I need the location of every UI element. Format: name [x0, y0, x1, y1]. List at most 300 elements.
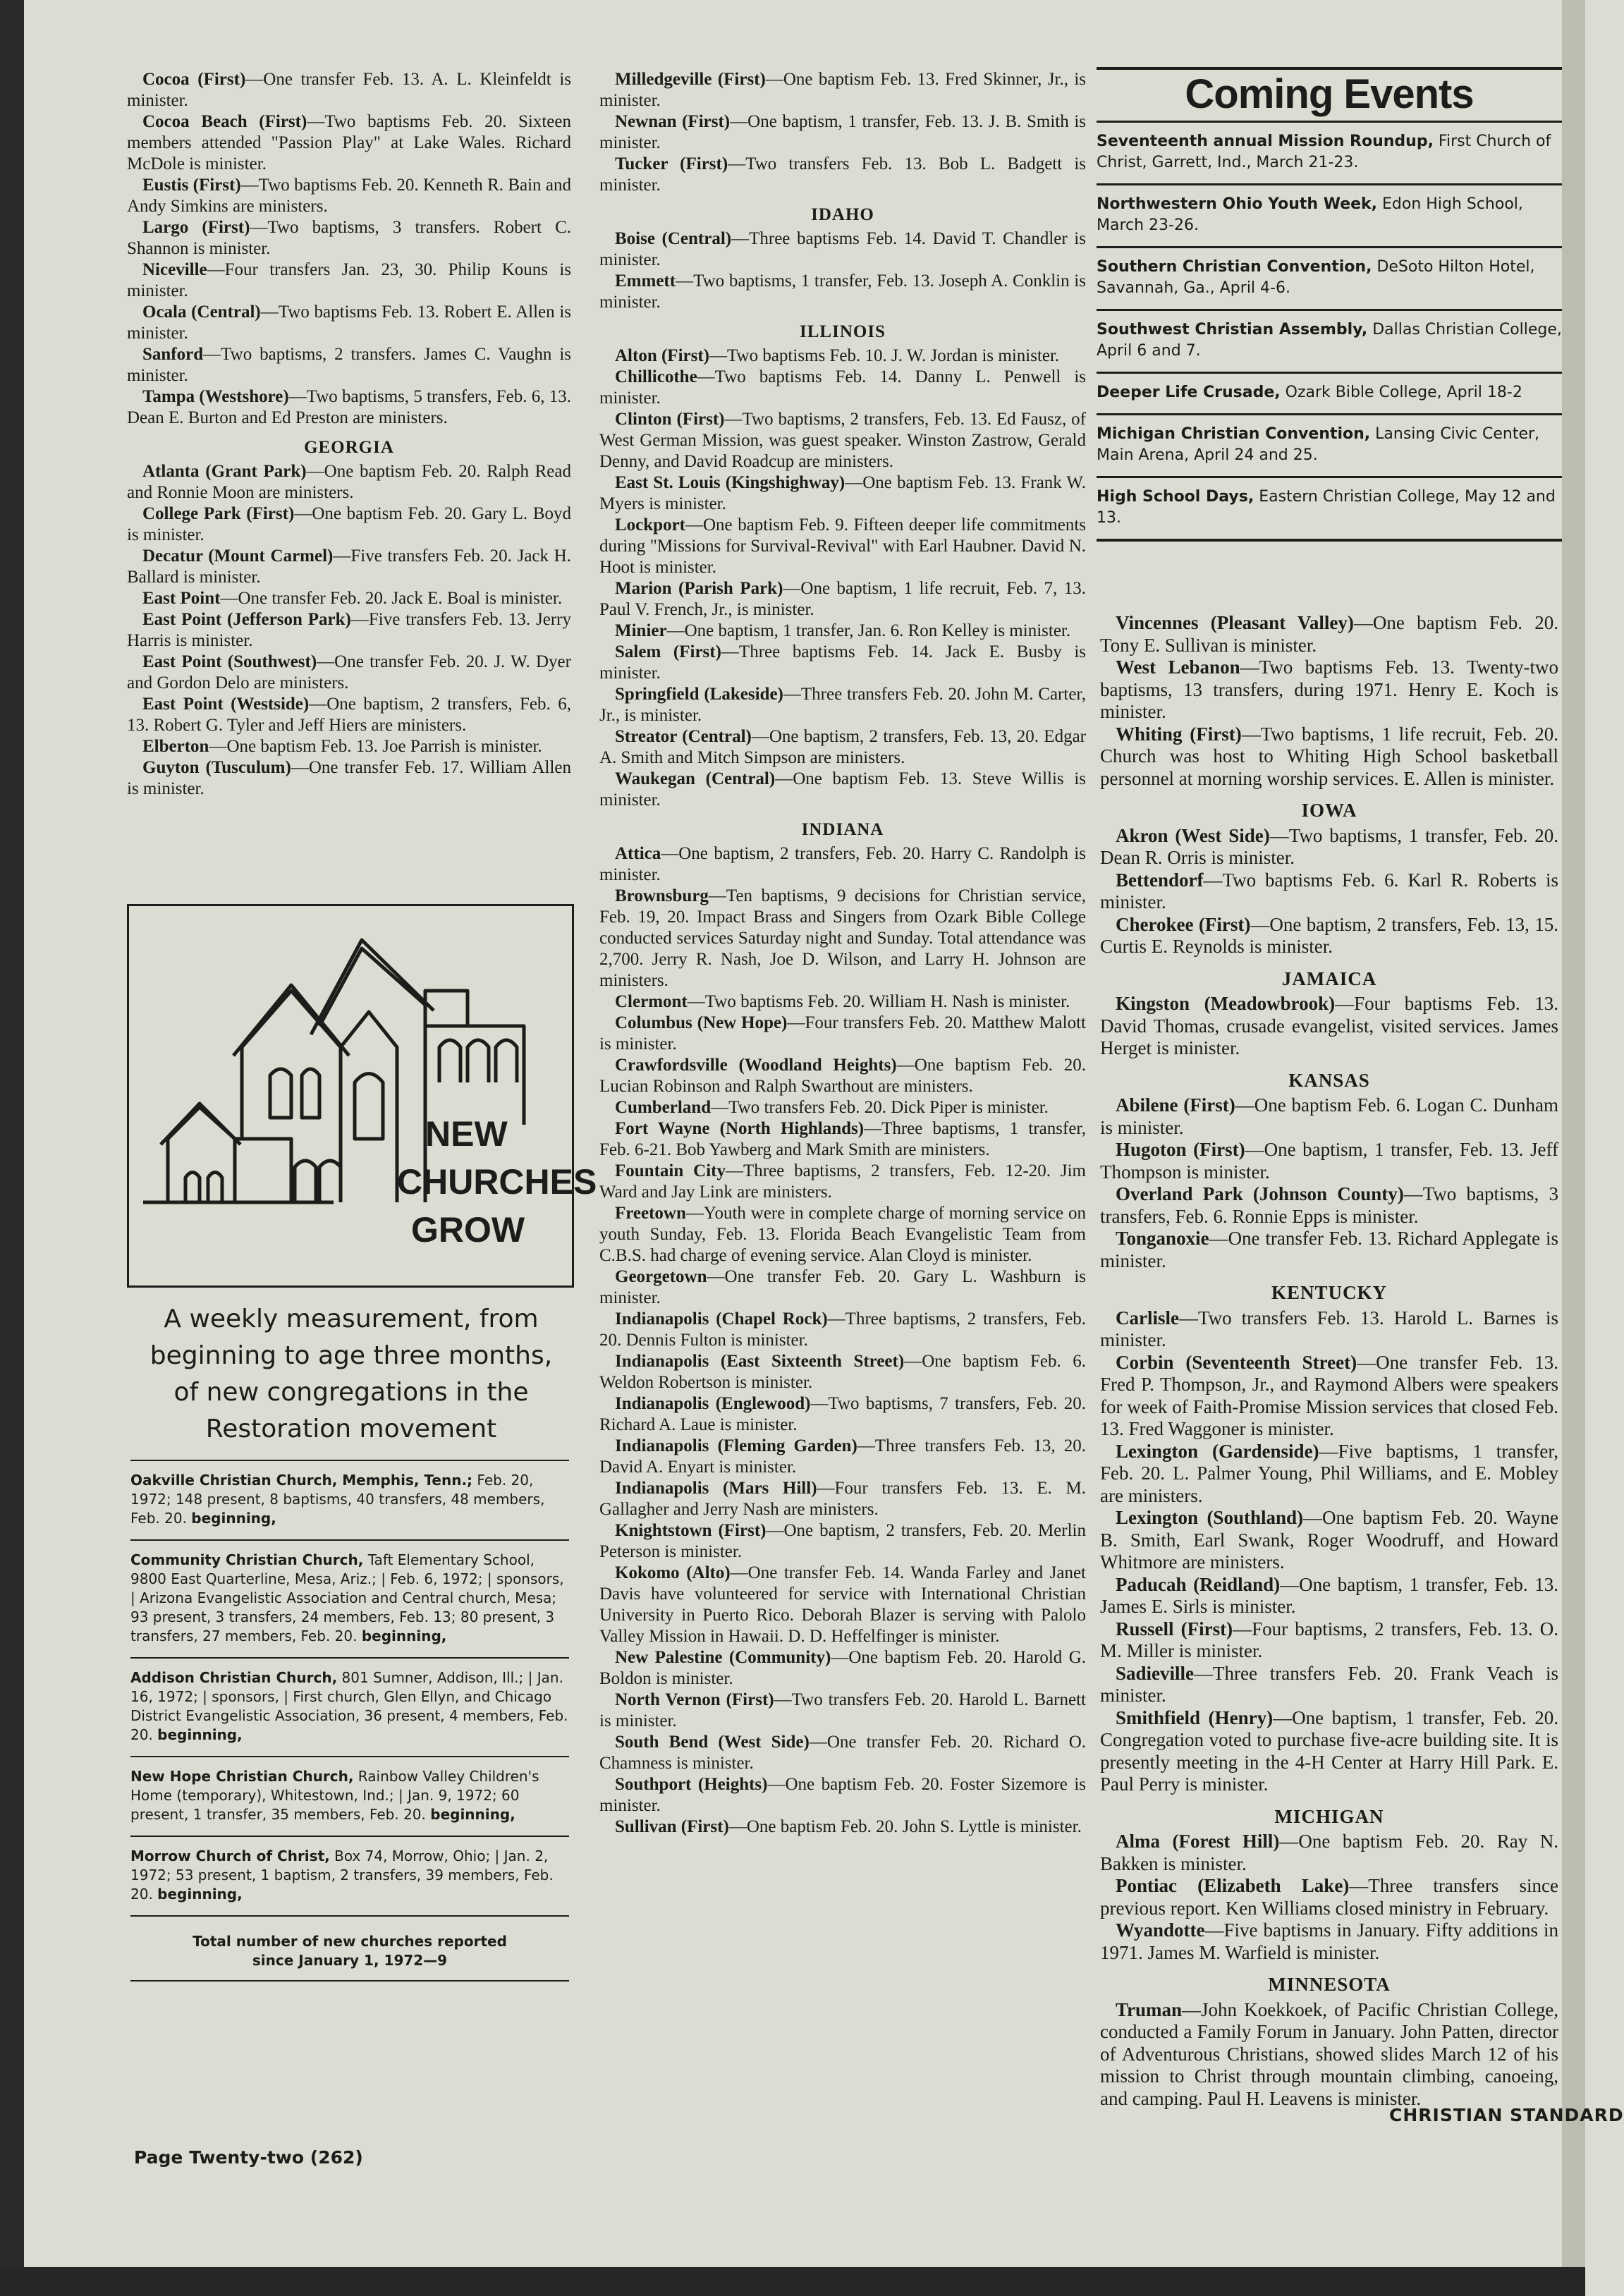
- church-name: Carlisle: [1116, 1307, 1179, 1329]
- church-report-entry: [127, 259, 571, 302]
- church-name: Atlanta (Grant Park): [142, 462, 307, 481]
- church-name: Tampa (Westshore): [142, 387, 289, 406]
- church-report-entry: [1100, 1228, 1558, 1272]
- church-report-entry: [1100, 825, 1558, 869]
- church-name: Freetown: [615, 1204, 686, 1223]
- church-report-entry: [599, 228, 1086, 271]
- church-name: Tucker (First): [615, 154, 728, 173]
- church-name: Guyton (Tusculum): [142, 758, 291, 777]
- church-report-text: —One transfer Feb. 13. Richard Applegate is minister.: [1100, 1228, 1558, 1271]
- church-name: Crawfordsville (Woodland Heights): [615, 1056, 897, 1075]
- church-report-text: —Three baptisms, 2 transfers, Feb. 20. Dennis Fulton is minister.: [599, 1309, 1086, 1350]
- church-report-text: —One baptism Feb. 20. Lucian Robinson and Ralph Swarthout are ministers.: [599, 1056, 1086, 1096]
- event-details: Eastern Christian College, May 12 and 13.: [1097, 488, 1556, 527]
- church-report-entry: [599, 1647, 1086, 1690]
- coming-event-item: [1097, 372, 1562, 413]
- tagline-line: of new congregations in the: [173, 1378, 529, 1407]
- new-church-beginning-label: beginning,: [157, 1886, 243, 1903]
- state-heading: ILLINOIS: [800, 322, 886, 341]
- church-report-text: —One baptism, 1 transfer, Feb. 13. Jeff Thompson is minister.: [1100, 1139, 1559, 1183]
- event-name: Southern Christian Convention,: [1097, 258, 1372, 276]
- church-report-text: —One baptism Feb. 20. Harold G. Boldon is minister.: [599, 1648, 1086, 1688]
- event-details: First Church of Christ, Garrett, Ind., March 21-23.: [1097, 133, 1551, 171]
- church-name: Cherokee (First): [1116, 913, 1251, 935]
- church-report-text: —Three transfers Feb. 20. John M. Carter, Jr., is minister.: [599, 685, 1086, 725]
- church-report-entry: [599, 367, 1086, 409]
- church-report-text: —John Koekkoek, of Pacific Christian College, conducted a Family Forum in January. John Patten, director of Adventurous Christians, showed slides March 12 of his mission to Christ through mountain climbing, canoeing, and camping. Paul H. Leavens is minister.: [1100, 1998, 1558, 2109]
- church-report-entry: [1100, 1183, 1558, 1228]
- church-report-text: —Two transfers Feb. 13. Bob L. Badgett is minister.: [599, 154, 1087, 195]
- church-report-text: —Five baptisms, 1 transfer, Feb. 20. L. Palmer Young, Phil Williams, and E. Mobley are ministers.: [1100, 1440, 1559, 1506]
- church-name: Springfield (Lakeside): [615, 685, 783, 704]
- church-report-text: —Five baptisms in January. Fifty additions in 1971. James M. Warfield is minister.: [1100, 1919, 1558, 1963]
- church-report-text: —Two baptisms, 7 transfers, Feb. 20. Richard A. Laue is minister.: [599, 1394, 1087, 1434]
- church-report-entry: [599, 1309, 1086, 1351]
- church-report-entry: [599, 886, 1086, 991]
- church-name: Tonganoxie: [1116, 1228, 1209, 1249]
- church-name: Newnan (First): [615, 112, 731, 131]
- church-name: Corbin (Seventeenth Street): [1116, 1351, 1357, 1373]
- page-left-edge: [0, 0, 24, 2296]
- church-name: Akron (West Side): [1116, 824, 1270, 846]
- church-report-text: —Four baptisms, 2 transfers, Feb. 13. O. M. Miller is minister.: [1100, 1618, 1558, 1661]
- publication-name: CHRISTIAN STANDARD: [1389, 2105, 1624, 2125]
- church-name: Minier: [615, 621, 667, 640]
- church-name: Lexington (Gardenside): [1116, 1440, 1319, 1462]
- church-name: Whiting (First): [1116, 723, 1242, 745]
- church-report-entry: [599, 1097, 1086, 1118]
- event-name: High School Days,: [1097, 488, 1254, 506]
- new-church-details: Taft Elementary School, 9800 East Quarterline, Mesa, Ariz.; | Feb. 6, 1972; | sponsors, | Arizona Evangelistic Association and Central church, Mesa; 93 present, 3 transfers, 24 members, Feb. 13; 80 present, 3 transfers, 27 members, Feb. 20.: [130, 1551, 564, 1644]
- church-report-text: —One baptism, 2 transfers, Feb. 13, 15. Curtis E. Reynolds is minister.: [1100, 913, 1559, 957]
- church-report-entry: [599, 515, 1086, 578]
- church-report-entry: [599, 1563, 1086, 1647]
- church-name: West Lebanon: [1116, 657, 1240, 678]
- church-name: Salem (First): [615, 642, 721, 661]
- church-name: Cocoa (First): [142, 70, 246, 89]
- church-name: Clermont: [615, 992, 688, 1011]
- church-report-text: —One baptism Feb. 13. Fred Skinner, Jr., is minister.: [599, 70, 1086, 110]
- church-report-text: —One baptism Feb. 20. Tony E. Sullivan is minister.: [1100, 612, 1558, 656]
- church-report-entry: [599, 346, 1086, 367]
- church-report-text: —One baptism, 2 transfers, Feb. 6, 13. Robert G. Tyler and Jeff Hiers are ministers.: [127, 695, 571, 735]
- church-report-entry: [127, 609, 571, 652]
- new-church-entry: [130, 1539, 569, 1657]
- news-column-2: [599, 69, 1086, 1838]
- church-report-text: —Three baptisms, 1 transfer, Feb. 6-21. Bob Yawberg and Mark Smith are ministers.: [599, 1119, 1086, 1159]
- new-church-name: Oakville Christian Church, Memphis, Tenn.;: [130, 1472, 473, 1489]
- new-church-name: Community Christian Church,: [130, 1551, 364, 1568]
- church-report-text: —Two baptisms Feb. 14. Danny L. Penwell is minister.: [599, 367, 1086, 408]
- church-name: Indianapolis (Englewood): [615, 1394, 811, 1413]
- church-report-entry: [127, 302, 571, 344]
- church-name: Pontiac (Elizabeth Lake): [1116, 1875, 1350, 1896]
- event-name: Seventeenth annual Mission Roundup,: [1097, 133, 1434, 150]
- church-report-text: —Three baptisms Feb. 14. Jack E. Busby is minister.: [599, 642, 1086, 683]
- promo-heading-2: CHURCHES: [397, 1162, 597, 1202]
- church-report-entry: [599, 991, 1086, 1013]
- church-report-entry: [599, 1203, 1086, 1266]
- church-report-entry: [599, 1690, 1086, 1732]
- church-report-entry: [599, 409, 1086, 472]
- church-report-text: —One baptism, 1 transfer, Feb. 13. James E. Sirls is minister.: [1100, 1573, 1558, 1617]
- event-details: Ozark Bible College, April 18-2: [1285, 384, 1522, 401]
- church-report-entry: [127, 69, 571, 111]
- church-report-text: —Three transfers Feb. 13, 20. David A. Enyart is minister.: [599, 1436, 1086, 1477]
- new-church-name: New Hope Christian Church,: [130, 1768, 354, 1785]
- church-report-text: —Two baptisms, 3 transfers. Robert C. Shannon is minister.: [127, 218, 571, 258]
- church-report-text: —One baptism, 1 transfer, Jan. 6. Ron Kelley is minister.: [666, 621, 1071, 640]
- church-name: Emmett: [615, 271, 676, 291]
- church-name: East Point: [142, 589, 221, 608]
- church-name: East Point (Westside): [142, 695, 310, 714]
- coming-event-item: [1097, 309, 1562, 372]
- church-report-entry: [127, 546, 571, 588]
- church-name: Sadieville: [1116, 1662, 1195, 1684]
- church-report-entry: [599, 769, 1086, 811]
- event-details: Dallas Christian College, April 6 and 7.: [1097, 321, 1562, 360]
- state-heading: IDAHO: [811, 205, 874, 224]
- church-name: Indianapolis (Mars Hill): [615, 1479, 817, 1498]
- church-name: Fountain City: [615, 1161, 726, 1180]
- church-report-entry: [1100, 993, 1558, 1060]
- new-church-entry: [130, 1756, 569, 1836]
- church-report-text: —Two transfers Feb. 20. Harold L. Barnett is minister.: [599, 1690, 1086, 1730]
- church-report-entry: [1100, 1618, 1558, 1663]
- church-report-text: —Three baptisms Feb. 14. David T. Chandler is minister.: [599, 229, 1086, 269]
- church-name: Southport (Heights): [615, 1775, 768, 1794]
- church-report-text: —One baptism Feb. 20. Ray N. Bakken is minister.: [1100, 1831, 1558, 1874]
- church-report-entry: [127, 503, 571, 546]
- church-name: Alton (First): [615, 346, 709, 365]
- church-report-entry: [127, 344, 571, 386]
- church-name: Niceville: [142, 260, 207, 279]
- church-report-text: —One baptism Feb. 20. Gary L. Boyd is minister.: [127, 504, 571, 544]
- coming-events-list: [1097, 121, 1562, 539]
- church-report-text: —One baptism, 1 transfer, Feb. 13. J. B. Smith is minister.: [599, 112, 1087, 152]
- church-report-entry: [127, 588, 571, 609]
- church-name: Indianapolis (Fleming Garden): [615, 1436, 857, 1455]
- church-report-text: —Two transfers Feb. 20. Dick Piper is minister.: [711, 1098, 1049, 1117]
- church-report-entry: [599, 684, 1086, 726]
- church-name: Smithfield (Henry): [1116, 1706, 1274, 1728]
- church-report-text: —Two baptisms Feb. 6. Karl R. Roberts is minister.: [1100, 869, 1558, 912]
- church-report-entry: [1100, 1574, 1558, 1618]
- church-name: Kokomo (Alto): [615, 1563, 731, 1582]
- church-name: Bettendorf: [1116, 869, 1204, 891]
- event-details: Lansing Civic Center, Main Arena, April 24 and 25.: [1097, 425, 1540, 464]
- page-right-edge: [1562, 0, 1585, 2296]
- church-name: Knightstown (First): [615, 1521, 767, 1540]
- new-church-name: Morrow Church of Christ,: [130, 1848, 330, 1864]
- tagline-line: beginning to age three months,: [149, 1341, 553, 1370]
- new-church-name: Addison Christian Church,: [130, 1669, 338, 1686]
- church-report-entry: [599, 726, 1086, 769]
- church-report-text: —Four transfers Jan. 23, 30. Philip Kouns is minister.: [127, 260, 571, 300]
- church-name: Abilene (First): [1116, 1094, 1235, 1116]
- state-heading: INDIANA: [801, 820, 884, 839]
- church-name: Ocala (Central): [142, 303, 261, 322]
- church-name: Sullivan (First): [615, 1817, 729, 1836]
- church-name: Milledgeville (First): [615, 70, 766, 89]
- church-report-text: —One baptism, 2 transfers, Feb. 20. Harry C. Randolph is minister.: [599, 844, 1086, 884]
- tagline-line: Restoration movement: [205, 1415, 497, 1443]
- church-name: Cumberland: [615, 1098, 712, 1117]
- church-report-text: —Two baptisms, 1 life recruit, Feb. 20. Church was host to Whiting High School basketball personnel at morning worship services. E. Allen is minister.: [1100, 723, 1558, 789]
- church-report-text: —One baptism Feb. 9. Fifteen deeper life commitments during "Missions for Survival-Revival" with Earl Haubner. David N. Hoot is minister.: [599, 515, 1086, 577]
- news-column-1: [127, 69, 571, 800]
- church-report-text: —One baptism Feb. 20. Foster Sizemore is minister.: [599, 1775, 1086, 1815]
- church-report-text: —Two transfers Feb. 13. Harold L. Barnes is minister.: [1100, 1307, 1558, 1350]
- church-report-entry: [1100, 1307, 1558, 1352]
- church-name: Alma (Forest Hill): [1116, 1831, 1280, 1852]
- church-report-text: —One baptism Feb. 20. Ralph Read and Ronnie Moon are ministers.: [127, 462, 571, 502]
- church-report-text: —One transfer Feb. 20. J. W. Dyer and Gordon Delo are ministers.: [127, 652, 571, 692]
- news-column-3: [1100, 612, 1558, 2110]
- church-name: Russell (First): [1116, 1618, 1233, 1639]
- church-report-text: —One baptism Feb. 13. Joe Parrish is minister.: [209, 737, 542, 756]
- church-name: New Palestine (Community): [615, 1648, 831, 1667]
- church-report-entry: [1100, 612, 1558, 657]
- church-report-entry: [127, 386, 571, 429]
- church-report-text: —Two baptisms Feb. 20. Sixteen members attended "Passion Play" at Lake Wales. Richard McDole is minister.: [127, 112, 571, 173]
- church-report-entry: [599, 1118, 1086, 1161]
- church-report-text: —Two baptisms, 1 transfer, Feb. 20. Dean R. Orris is minister.: [1100, 824, 1558, 868]
- events-bottom-rule: [1097, 539, 1562, 542]
- church-report-text: —Two baptisms, 5 transfers, Feb. 6, 13. Dean E. Burton and Ed Preston are ministers.: [127, 387, 572, 427]
- church-report-entry: [1100, 1831, 1558, 1875]
- church-report-entry: [599, 271, 1086, 313]
- state-heading: MICHIGAN: [1274, 1805, 1384, 1827]
- church-report-text: —One baptism Feb. 13. Frank W. Myers is minister.: [599, 473, 1086, 513]
- new-church-entry: [130, 1460, 569, 1539]
- church-report-text: —Three transfers since previous report. Ken Williams closed ministry in February.: [1100, 1875, 1558, 1919]
- church-report-text: —One transfer Feb. 20. Gary L. Washburn is minister.: [599, 1267, 1086, 1307]
- coming-events-panel: [1097, 67, 1562, 542]
- church-name: Elberton: [142, 737, 209, 756]
- church-report-entry: [1100, 1094, 1558, 1139]
- event-details: Edon High School, March 23-26.: [1097, 195, 1523, 234]
- church-report-text: —Two baptisms Feb. 10. J. W. Jordan is minister.: [709, 346, 1060, 365]
- church-report-entry: [599, 578, 1086, 621]
- church-report-entry: [599, 1351, 1086, 1393]
- church-report-text: —One transfer Feb. 14. Wanda Farley and Janet Davis have volunteered for service with International Christian University in Puerto Rico. Deborah Blazer is serving with Palolo Valley Mission in Hawaii. D. D. Heffelfinger is minister.: [599, 1563, 1086, 1646]
- church-name: Marion (Parish Park): [615, 579, 783, 598]
- church-report-text: —Ten baptisms, 9 decisions for Christian service, Feb. 19, 20. Impact Brass and Singers from Ozark Bible College conducted services Saturday night and Sunday. Total attendance was 2,700. Jerry R. Nash, Joe D. Wilson, and Larry H. Johnson are ministers.: [599, 886, 1086, 990]
- church-name: Sanford: [142, 345, 204, 364]
- tagline-line: A weekly measurement, from: [164, 1305, 539, 1333]
- church-report-entry: [599, 1055, 1086, 1097]
- state-heading: MINNESOTA: [1268, 1974, 1391, 1995]
- church-report-entry: [1100, 1441, 1558, 1508]
- church-report-text: —One baptism Feb. 20. John S. Lyttle is minister.: [728, 1817, 1082, 1836]
- church-report-text: —One baptism, 2 transfers, Feb. 13, 20. Edgar A. Smith and Mitch Simpson are ministers.: [599, 727, 1086, 767]
- new-church-details: Box 74, Morrow, Ohio; | Jan. 2, 1972; 53 present, 1 baptism, 2 transfers, 39 members, Feb. 20.: [130, 1848, 554, 1903]
- church-report-entry: [1100, 1999, 1558, 2111]
- church-name: Attica: [615, 844, 661, 863]
- church-name: Clinton (First): [615, 410, 725, 429]
- church-report-entry: [127, 111, 571, 175]
- church-report-text: —One transfer Feb. 20. Jack E. Boal is minister.: [220, 589, 563, 608]
- church-report-entry: [599, 642, 1086, 684]
- new-church-beginning-label: beginning,: [157, 1726, 243, 1743]
- page-bottom-edge: [0, 2267, 1585, 2296]
- church-name: Indianapolis (East Sixteenth Street): [615, 1352, 905, 1371]
- page-number: Page Twenty-two (262): [134, 2147, 363, 2168]
- church-name: Decatur (Mount Carmel): [142, 546, 334, 566]
- state-heading: IOWA: [1301, 800, 1357, 821]
- church-name: Vincennes (Pleasant Valley): [1116, 612, 1354, 633]
- church-name: Lexington (Southland): [1116, 1507, 1304, 1528]
- church-name: Cocoa Beach (First): [142, 112, 307, 131]
- church-report-text: —Three transfers Feb. 20. Frank Veach is minister.: [1100, 1662, 1558, 1706]
- promo-heading-1: NEW: [425, 1114, 508, 1154]
- church-name: College Park (First): [142, 504, 295, 523]
- church-report-text: —Four transfers Feb. 13. E. M. Gallagher and Jerry Nash are ministers.: [599, 1479, 1086, 1519]
- church-report-text: —One baptism, 2 transfers, Feb. 20. Merlin Peterson is minister.: [599, 1521, 1086, 1561]
- new-church-beginning-label: beginning,: [191, 1510, 276, 1527]
- church-report-entry: [599, 1393, 1086, 1436]
- coming-events-title: Coming Events: [1185, 71, 1474, 117]
- church-report-text: —Two baptisms Feb. 13. Twenty-two baptisms, 13 transfers, during 1971. Henry E. Koch is minister.: [1100, 657, 1558, 722]
- church-report-entry: [127, 757, 571, 800]
- church-name: Columbus (New Hope): [615, 1013, 788, 1032]
- coming-event-item: [1097, 413, 1562, 476]
- church-report-entry: [127, 175, 571, 217]
- new-church-beginning-label: beginning,: [361, 1628, 447, 1644]
- church-name: Truman: [1116, 1998, 1183, 2020]
- church-report-text: —Two baptisms, 2 transfers. James C. Vaughn is minister.: [127, 345, 571, 385]
- event-name: Southwest Christian Assembly,: [1097, 321, 1368, 338]
- church-report-entry: [127, 217, 571, 259]
- church-report-entry: [599, 621, 1086, 642]
- new-church-beginning-label: beginning,: [430, 1806, 515, 1823]
- church-report-entry: [599, 1436, 1086, 1478]
- church-report-entry: [1100, 723, 1558, 790]
- promo-heading-3: GROW: [411, 1210, 525, 1250]
- new-church-entry: [130, 1836, 569, 1915]
- church-name: Eustis (First): [142, 176, 241, 195]
- church-report-entry: [599, 1774, 1086, 1816]
- church-report-text: —One baptism, 1 transfer, Feb. 20. Congregation voted to purchase five-acre building site. It is presently meeting in the 4-H Center at Harry Hill Park. E. Paul Perry is minister.: [1100, 1706, 1558, 1795]
- church-report-text: —One transfer Feb. 20. Richard O. Chamness is minister.: [599, 1733, 1086, 1773]
- church-name: Indianapolis (Chapel Rock): [615, 1309, 828, 1329]
- church-name: Kingston (Meadowbrook): [1116, 993, 1336, 1014]
- state-heading: GEORGIA: [304, 438, 394, 457]
- church-illustration: [129, 906, 597, 1286]
- church-report-entry: [599, 69, 1086, 111]
- church-name: South Bend (West Side): [615, 1733, 810, 1752]
- church-report-entry: [127, 461, 571, 503]
- coming-event-item: [1097, 183, 1562, 246]
- church-report-text: —One transfer Feb. 13. Fred P. Thompson, Jr., and Raymond Albers were speakers for week of Faith-Promise Mission services that closed Feb. 13. Fred Waggoner is minister.: [1100, 1351, 1558, 1439]
- church-report-text: —One transfer Feb. 17. William Allen is minister.: [127, 758, 571, 798]
- church-report-entry: [599, 1013, 1086, 1055]
- church-report-text: —Three baptisms, 2 transfers, Feb. 12-20. Jim Ward and Jay Link are ministers.: [599, 1161, 1086, 1202]
- church-report-entry: [1100, 1352, 1558, 1441]
- church-report-text: —Two baptisms, 1 transfer, Feb. 13. Joseph A. Conklin is minister.: [599, 271, 1086, 312]
- church-report-text: —One baptism Feb. 6. Logan C. Dunham is minister.: [1100, 1094, 1558, 1138]
- church-report-text: —One baptism Feb. 13. Steve Willis is minister.: [599, 769, 1086, 810]
- coming-event-item: [1097, 121, 1562, 183]
- church-name: East Point (Southwest): [142, 652, 317, 671]
- promo-tagline: [127, 1301, 575, 1448]
- church-name: Boise (Central): [615, 229, 732, 248]
- event-name: Deeper Life Crusade,: [1097, 384, 1281, 401]
- new-churches-list: [130, 1460, 569, 1981]
- new-church-details: Feb. 20, 1972; 148 present, 8 baptisms, 40 transfers, 48 members, Feb. 20.: [130, 1472, 545, 1527]
- church-report-entry: [599, 111, 1086, 154]
- church-report-entry: [1100, 1663, 1558, 1707]
- events-top-rule: [1097, 67, 1562, 70]
- church-name: Streator (Central): [615, 727, 752, 746]
- coming-event-item: [1097, 246, 1562, 309]
- church-name: Largo (First): [142, 218, 250, 237]
- church-report-entry: [1100, 1919, 1558, 1964]
- church-report-text: —Two baptisms, 2 transfers, Feb. 13. Ed Fausz, of West German Mission, was guest speaker. Winston Zastrow, Gerald Denny, and David Roadcup are ministers.: [599, 410, 1086, 471]
- church-report-entry: [599, 472, 1086, 515]
- church-name: Waukegan (Central): [615, 769, 776, 788]
- church-report-entry: [1100, 1875, 1558, 1919]
- church-report-text: —One baptism, 1 life recruit, Feb. 7, 13. Paul V. French, Jr., is minister.: [599, 579, 1086, 619]
- church-report-entry: [127, 694, 571, 736]
- church-report-entry: [1100, 657, 1558, 723]
- church-report-entry: [127, 652, 571, 694]
- church-name: Overland Park (Johnson County): [1116, 1183, 1404, 1204]
- church-report-entry: [599, 1520, 1086, 1563]
- new-churches-grow-box: [127, 904, 597, 1288]
- church-report-entry: [127, 736, 571, 757]
- church-report-text: —Two baptisms Feb. 13. Robert E. Allen is minister.: [127, 303, 572, 343]
- church-report-text: —Four baptisms Feb. 13. David Thomas, crusade evangelist, visited services. James Herget is minister.: [1100, 993, 1558, 1058]
- total-line: Total number of new churches reported: [193, 1933, 507, 1950]
- church-report-entry: [599, 1266, 1086, 1309]
- church-report-text: —Two baptisms Feb. 20. William H. Nash is minister.: [687, 992, 1070, 1011]
- church-report-text: —One baptism Feb. 20. Wayne B. Smith, Earl Swank, Roger Woodruff, and Howard Whitmore are ministers.: [1100, 1507, 1559, 1573]
- church-report-entry: [1100, 869, 1558, 914]
- coming-event-item: [1097, 476, 1562, 539]
- church-name: Fort Wayne (North Highlands): [615, 1119, 865, 1138]
- event-name: Michigan Christian Convention,: [1097, 425, 1371, 443]
- church-report-text: —Five transfers Feb. 13. Jerry Harris is minister.: [127, 610, 571, 650]
- new-church-details: 801 Sumner, Addison, Ill.; | Jan. 16, 1972; | sponsors, | First church, Glen Ellyn, and Chicago District Evangelistic Association, 36 present, 4 members, Feb. 20.: [130, 1669, 568, 1743]
- new-church-details: Rainbow Valley Children's Home (temporary), Whitestown, Ind.; | Jan. 9, 1972; 60 present, 1 transfer, 35 members, Feb. 20.: [130, 1768, 539, 1823]
- church-name: Paducah (Reidland): [1116, 1573, 1281, 1595]
- event-details: DeSoto Hilton Hotel, Savannah, Ga., April 4-6.: [1097, 258, 1535, 297]
- church-name: Lockport: [615, 515, 685, 535]
- church-name: Chillicothe: [615, 367, 697, 386]
- church-report-entry: [1100, 914, 1558, 958]
- church-report-text: —Two baptisms Feb. 20. Kenneth R. Bain and Andy Simkins are ministers.: [127, 176, 571, 216]
- church-report-entry: [599, 1478, 1086, 1520]
- church-name: East St. Louis (Kingshighway): [615, 473, 845, 492]
- church-report-entry: [599, 843, 1086, 886]
- state-heading: KENTUCKY: [1271, 1282, 1387, 1303]
- church-name: East Point (Jefferson Park): [142, 610, 351, 629]
- church-report-entry: [1100, 1707, 1558, 1796]
- church-name: Hugoton (First): [1116, 1139, 1245, 1160]
- church-report-entry: [599, 1816, 1086, 1838]
- church-report-text: —Two baptisms, 3 transfers, Feb. 6. Ronnie Epps is minister.: [1100, 1183, 1558, 1227]
- new-churches-total: [130, 1915, 569, 1980]
- church-name: Brownsburg: [615, 886, 709, 905]
- church-report-text: —Five transfers Feb. 20. Jack H. Ballard is minister.: [127, 546, 571, 587]
- total-line: since January 1, 1972—9: [252, 1952, 448, 1969]
- church-report-entry: [1100, 1139, 1558, 1183]
- church-report-text: —One transfer Feb. 13. A. L. Kleinfeldt is minister.: [127, 70, 572, 110]
- church-report-entry: [1100, 1507, 1558, 1574]
- church-report-entry: [599, 1161, 1086, 1203]
